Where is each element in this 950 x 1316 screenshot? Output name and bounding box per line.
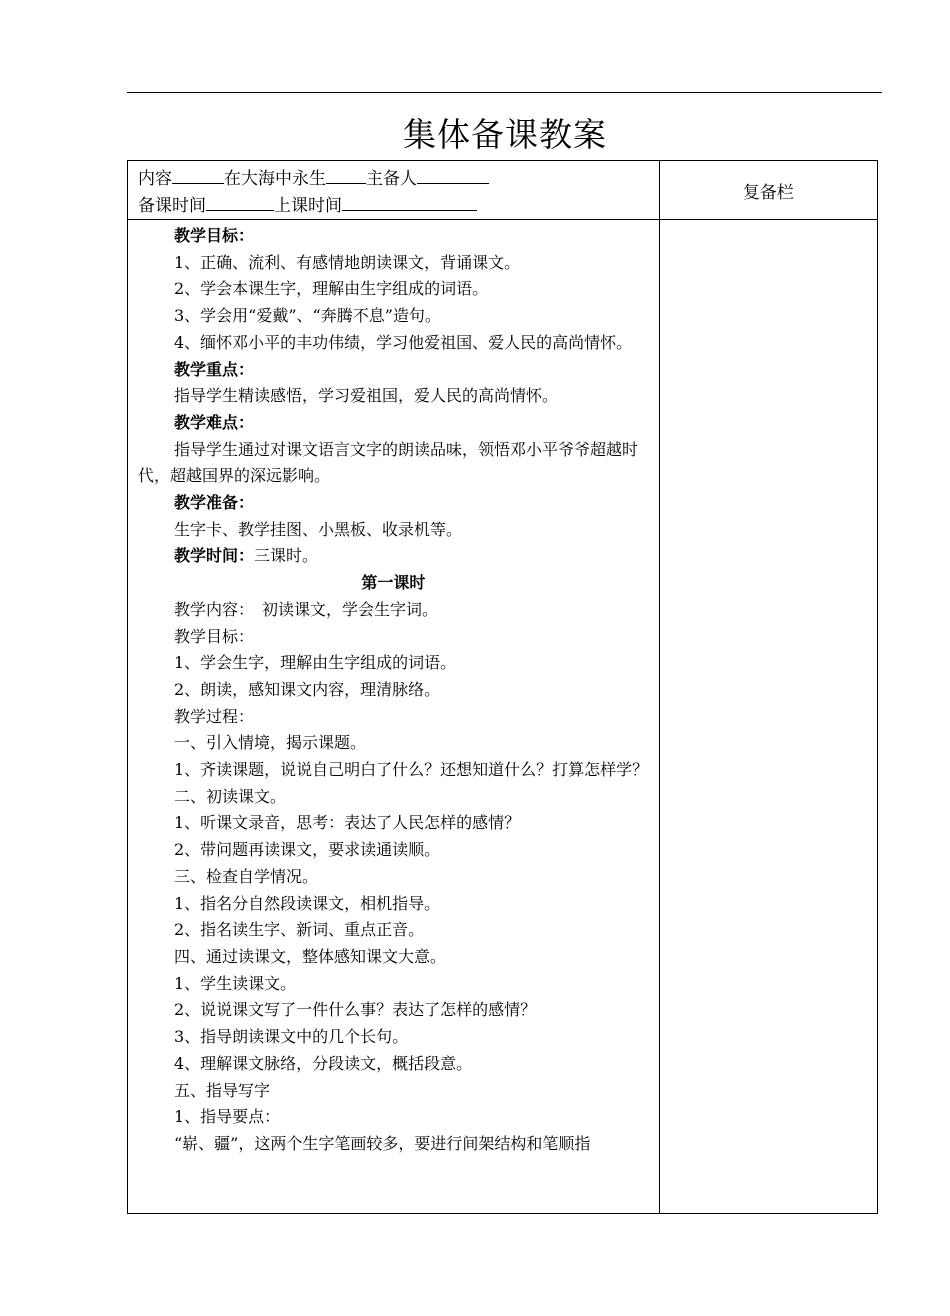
lesson-line: 三、检查自学情况。 — [174, 866, 319, 886]
difficulty-heading: 教学难点： — [174, 412, 255, 432]
header-row — [128, 161, 878, 220]
goal-item: 1、正确、流利、有感情地朗读课文，背诵课文。 — [174, 252, 521, 272]
content-blank-right — [326, 165, 366, 184]
lesson-plan-table — [127, 160, 878, 1214]
goal-item: 4、缅怀邓小平的丰功伟绩，学习他爱祖国、爱人民的高尚情怀。 — [174, 332, 633, 352]
lesson-line: 四、通过读课文，整体感知课文大意。 — [174, 946, 447, 966]
preparer-blank — [417, 165, 489, 184]
lesson-line: 2、带问题再读课文，要求读通读顺。 — [174, 840, 441, 860]
lesson-line: 1、指导要点： — [174, 1107, 281, 1127]
prep-time-blank — [206, 192, 274, 211]
goal-item: 3、学会用“爱戴”、“奔腾不息”造句。 — [174, 306, 441, 326]
prep-text: 生字卡、教学挂图、小黑板、收录机等。 — [174, 519, 463, 539]
lesson-line: 教学内容： 初读课文，学会生字词。 — [174, 599, 439, 619]
time-text: 三课时。 — [254, 546, 319, 566]
prep-heading: 教学准备： — [174, 493, 255, 513]
key-text: 指导学生精读感悟，学习爱祖国，爱人民的高尚情怀。 — [174, 386, 559, 406]
content-label: 内容 — [138, 169, 172, 189]
lesson-line: 教学目标： — [174, 626, 255, 646]
key-heading: 教学重点： — [174, 359, 255, 379]
goals-heading: 教学目标： — [174, 226, 255, 245]
lesson-line: 2、说说课文写了一件什么事？表达了怎样的感情？ — [174, 1000, 537, 1020]
time-line — [138, 192, 649, 219]
lesson-line: 1、听课文录音，思考：表达了人民怎样的感情？ — [174, 813, 521, 833]
lesson-line: 一、引入情境，揭示课题。 — [174, 733, 367, 753]
lesson-line: 1、齐读课题，说说自己明白了什么？还想知道什么？打算怎样学？ — [174, 760, 649, 780]
time-line — [138, 543, 649, 570]
lesson-title: 第一课时 — [361, 573, 426, 593]
lesson-line: 2、指名读生字、新词、重点正音。 — [174, 920, 425, 940]
lesson-line: 4、理解课文脉络，分段读文，概括段意。 — [174, 1053, 473, 1073]
content-blank-left — [172, 165, 224, 184]
header-info-cell — [128, 161, 660, 220]
content-value: 在大海中永生 — [224, 169, 326, 189]
lesson-line: 2、朗读，感知课文内容，理清脉络。 — [174, 679, 441, 699]
side-header-cell: 复备栏 — [659, 161, 877, 220]
side-notes-cell — [659, 220, 877, 1214]
preparer-label: 主备人 — [366, 169, 417, 189]
lesson-line: 1、学生读课文。 — [174, 973, 297, 993]
difficulty-text: 指导学生通过对课文语言文字的朗读品味，领悟邓小平爷爷超越时代，超越国界的深远影响。 — [138, 439, 639, 486]
lesson-line: “崭、疆”，这两个生字笔画较多，要进行间架结构和笔顺指 — [174, 1133, 591, 1153]
lesson-line: 五、指导写字 — [174, 1080, 271, 1100]
lesson-line: 二、初读课文。 — [174, 786, 287, 806]
top-rule — [127, 92, 882, 93]
lesson-line: 3、指导朗读课文中的几个长句。 — [174, 1027, 409, 1047]
document-title: 集体备课教案 — [403, 115, 607, 154]
prep-time-label: 备课时间 — [138, 196, 206, 216]
content-line — [138, 165, 649, 192]
lesson-line: 1、学会生字，理解由生字组成的词语。 — [174, 653, 457, 673]
goal-item: 2、学会本课生字，理解由生字组成的词语。 — [174, 279, 489, 299]
class-time-label: 上课时间 — [274, 196, 342, 216]
plan-body-cell — [128, 220, 660, 1214]
time-heading: 教学时间： — [174, 546, 255, 566]
class-time-blank — [342, 192, 477, 211]
lesson-line: 1、指名分自然段读课文，相机指导。 — [174, 893, 441, 913]
body-row — [128, 220, 878, 1214]
lesson-line: 教学过程： — [174, 706, 255, 726]
